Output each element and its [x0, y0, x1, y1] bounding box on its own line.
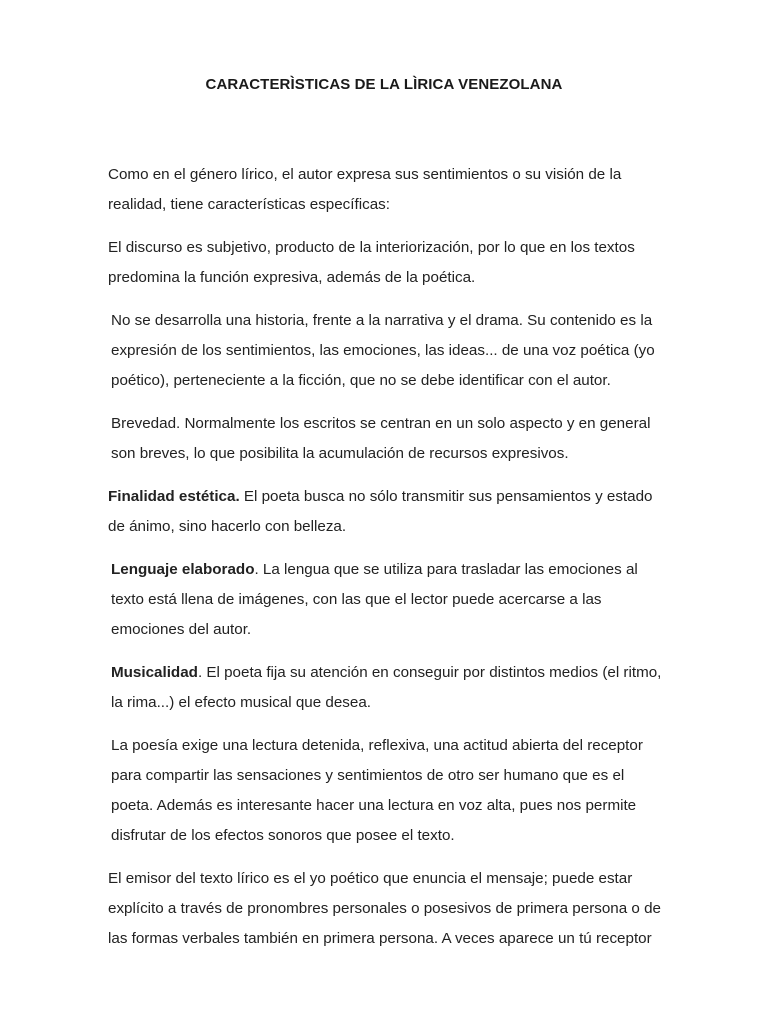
paragraph-text: Como en el género lírico, el autor expresa sus sentimientos o su visión de la realidad, tiene características específicas: — [108, 166, 622, 213]
paragraph-brevity — [108, 409, 664, 469]
paragraph-text: . La lengua que se utiliza para trasladar las emociones al texto está llena de imágenes, con las que el lector puede acercarse a las emociones del autor. — [111, 561, 638, 638]
paragraph-text: Brevedad. Normalmente los escritos se centran en un solo aspecto y en general son breves, lo que posibilita la acumulación de recursos expresivos. — [111, 415, 651, 462]
paragraph-text: . El poeta fija su atención en conseguir por distintos medios (el ritmo, la rima...) el efecto musical que desea. — [111, 664, 662, 711]
paragraph-musicality — [108, 658, 664, 718]
paragraph-text: El discurso es subjetivo, producto de la interiorización, por lo que en los textos predomina la función expresiva, además de la poética. — [108, 239, 635, 286]
paragraph-bold-lead: Lenguaje elaborado — [111, 561, 255, 578]
paragraph-bold-lead: Finalidad estética. — [108, 488, 240, 505]
paragraph-intro — [108, 160, 664, 220]
paragraph-language — [108, 555, 664, 645]
paragraph-text: La poesía exige una lectura detenida, reflexiva, una actitud abierta del receptor para compartir las sensaciones y sentimientos de otro ser humano que es el poeta. Además es interesante hacer una lectura en voz alta, pues nos permite disfrutar de los efectos sonoros que posee el texto. — [111, 737, 643, 844]
paragraph-text: El poeta busca no sólo transmitir sus pensamientos y estado de ánimo, sino hacerlo con belleza. — [108, 488, 653, 535]
document-title: CARACTERÌSTICAS DE LA LÌRICA VENEZOLANA — [205, 76, 563, 93]
paragraph-aesthetic — [108, 482, 664, 542]
paragraph-text: El emisor del texto lírico es el yo poético que enuncia el mensaje; puede estar explícito a través de pronombres personales o posesivos de primera persona o de las formas verbales también en primera persona. A veces aparece un tú receptor — [108, 870, 661, 947]
paragraph-reading — [108, 731, 664, 851]
paragraph-text: No se desarrolla una historia, frente a la narrativa y el drama. Su contenido es la expresión de los sentimientos, las emociones, las ideas... de una voz poética (yo poético), perteneciente a la ficción, que no se debe identificar con el autor. — [111, 312, 655, 389]
paragraph-no-history — [108, 306, 664, 396]
paragraph-subjective — [108, 233, 664, 293]
paragraph-bold-lead: Musicalidad — [111, 664, 198, 681]
paragraph-emitter — [108, 864, 664, 954]
document-body — [108, 160, 664, 967]
